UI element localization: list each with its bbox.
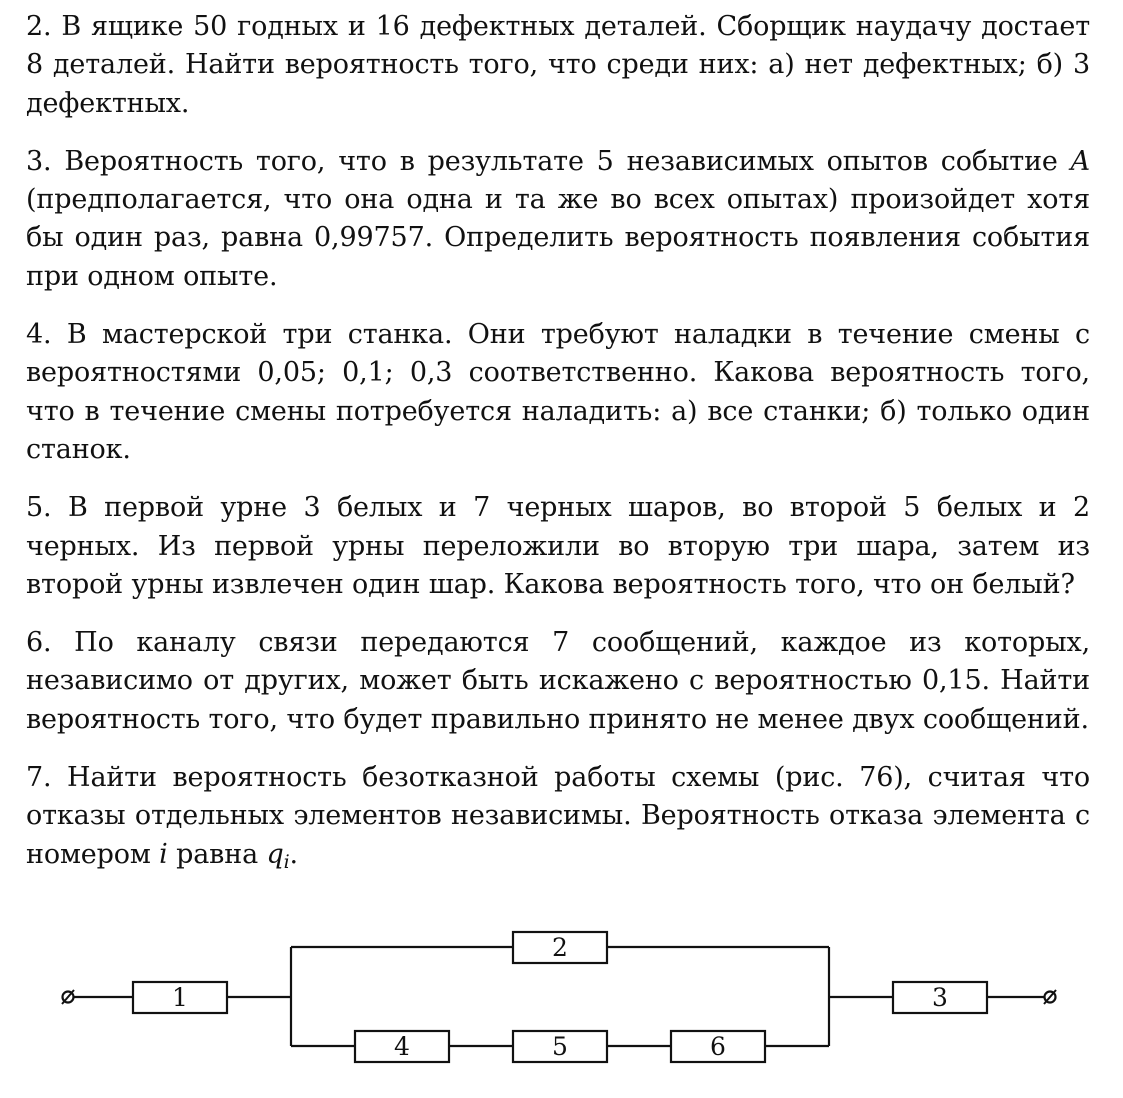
problem-6-text: 6. По каналу связи передаются 7 сообщений, каждое из которых, независимо от других, может быть искажено с вероятностью 0,15. Найти вероятность того, что будет правильно принято не менее двух сообщений. (26, 627, 1090, 735)
problem-4 (26, 316, 1090, 469)
problem-6 (26, 624, 1090, 739)
problem-list (26, 8, 1090, 901)
element-1 (133, 982, 227, 1013)
element-3 (893, 982, 987, 1013)
circuit-diagram (0, 910, 1123, 1090)
element-6-label: 6 (710, 1032, 726, 1061)
problem-7 (26, 759, 1090, 881)
element-5-label: 5 (552, 1032, 568, 1061)
problem-4-text: 4. В мастерской три станка. Они требуют наладки в течение смены с вероятностями 0,05; 0,1; 0,3 соответственно. Какова вероятность того, что в течение смены потребуется наладить: а) все станки; б) только один станок. (26, 319, 1090, 465)
terminal-left (62, 990, 74, 1004)
element-2 (513, 932, 607, 963)
circuit-svg (0, 910, 1123, 1090)
element-4-label: 4 (394, 1032, 410, 1061)
problem-3 (26, 143, 1090, 296)
index-variable-i: i (159, 838, 168, 870)
element-2-label: 2 (552, 933, 568, 962)
problem-7-text (26, 759, 1090, 881)
event-variable-a: A (1070, 145, 1090, 177)
element-5 (513, 1031, 607, 1062)
problem-3-text-after: (предполагается, что она одна и та же во всех опытах) произойдет хотя бы один раз, равна 0,99757. Определить вероятность появления события при одном опыте. (26, 184, 1090, 292)
failure-prob-subscript: i (283, 850, 290, 873)
problem-7-text-part2: равна (167, 838, 267, 870)
problem-7-text-part1: 7. Найти вероятность безотказной работы схемы (рис. 76), считая что отказы отдельных элементов независимы. Вероятность отказа элемента с номером (26, 762, 1090, 870)
problem-3-text-before: 3. Вероятность того, что в результате 5 независимых опытов событие (26, 145, 1071, 177)
problem-3-text (26, 143, 1090, 296)
element-1-label: 1 (172, 983, 188, 1012)
problem-2 (26, 8, 1090, 123)
problem-5-text: 5. В первой урне 3 белых и 7 черных шаров, во второй 5 белых и 2 черных. Из первой урны переложили во вторую три шара, затем из второй урны извлечен один шар. Какова вероятность того, что он белый? (26, 492, 1090, 600)
terminal-right (1044, 990, 1056, 1004)
element-6 (671, 1031, 765, 1062)
problem-2-text: 2. В ящике 50 годных и 16 дефектных деталей. Сборщик наудачу достает 8 деталей. Найти вероятность того, что среди них: а) нет дефектных; б) 3 дефектных. (26, 11, 1090, 119)
problem-5 (26, 489, 1090, 604)
element-3-label: 3 (932, 983, 948, 1012)
failure-prob-q: q (266, 838, 284, 870)
problem-7-text-part3: . (289, 838, 298, 870)
element-4 (355, 1031, 449, 1062)
